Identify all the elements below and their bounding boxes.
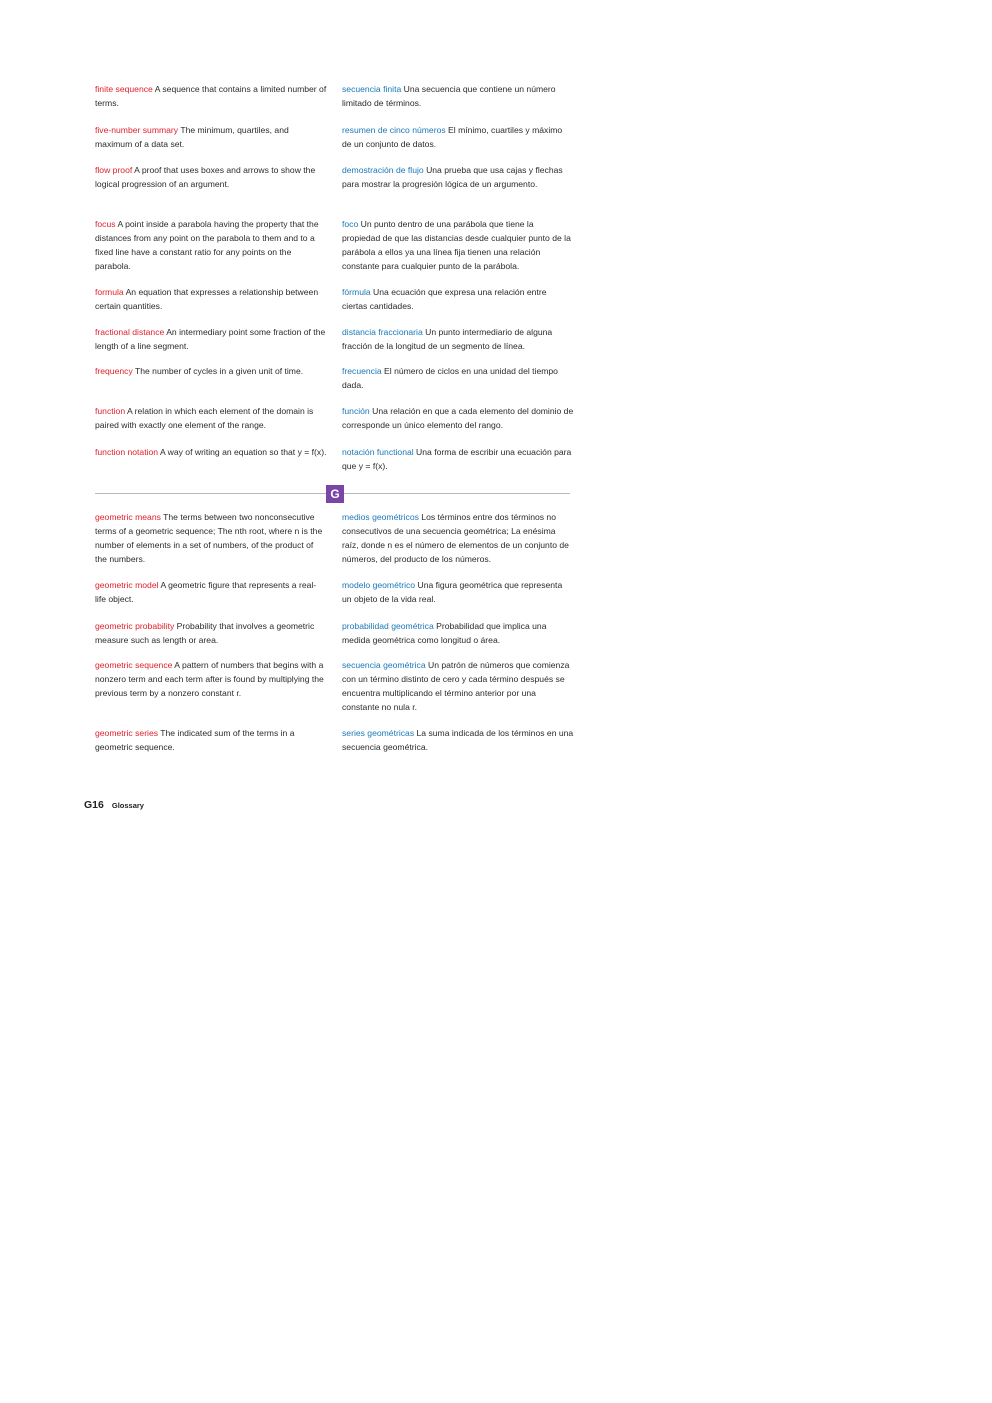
definition-es: El mínimo, cuartiles y máximo de un conjunto de datos.	[342, 125, 563, 149]
definition-en: A geometric figure that represents a real-life object.	[95, 580, 317, 604]
page-number: G16	[84, 799, 104, 811]
definition-en: A point inside a parabola having the property that the distances from any point on the parabola to them and to a fixed line have a constant ratio for any points on the parabola.	[95, 219, 319, 271]
definition-es: Un punto intermediario de alguna fracción de la longitud de un segmento de línea.	[342, 327, 553, 351]
glossary-entry-en	[95, 325, 327, 353]
glossary-entry-es	[342, 445, 574, 473]
term-es: función	[342, 406, 370, 416]
glossary-entry-es	[342, 658, 574, 714]
glossary-entry-en	[95, 658, 327, 700]
glossary-entry-es	[342, 364, 574, 392]
page-footer	[84, 795, 144, 813]
definition-es: La suma indicada de los términos en una secuencia geométrica.	[342, 728, 574, 752]
glossary-entry-en	[95, 123, 327, 151]
term-es: secuencia finita	[342, 84, 402, 94]
term-en: flow proof	[95, 165, 133, 175]
definition-en: An intermediary point some fraction of the length of a line segment.	[95, 327, 326, 351]
term-es: distancia fraccionaria	[342, 327, 423, 337]
term-en: five-number summary	[95, 125, 179, 135]
definition-en: Probability that involves a geometric measure such as length or area.	[95, 621, 315, 645]
definition-es: Los términos entre dos términos no consecutivos de una secuencia geométrica; La enésima raíz, donde n es el número de elementos de un conjunto de números, del producto de los números.	[342, 512, 569, 564]
term-en: function notation	[95, 447, 159, 457]
glossary-entry-es	[342, 726, 574, 754]
term-en: function	[95, 406, 126, 416]
term-es: notación functional	[342, 447, 414, 457]
glossary-entry-en	[95, 404, 327, 432]
section-letter-badge: G	[326, 485, 344, 503]
term-en: geometric sequence	[95, 660, 173, 670]
glossary-entry-es	[342, 163, 574, 191]
glossary-entry-es	[342, 578, 574, 606]
glossary-entry-es	[342, 285, 574, 313]
term-en: frequency	[95, 366, 133, 376]
term-es: demostración de flujo	[342, 165, 424, 175]
glossary-entry-en	[95, 445, 327, 459]
definition-es: Un punto dentro de una parábola que tiene la propiedad de que las distancias desde cualquier punto de la parábola a ellos ya una línea fija tienen una relación constante para cualquier punto de la parábola.	[342, 219, 571, 271]
definition-en: An equation that expresses a relationship between certain quantities.	[95, 287, 319, 311]
definition-es: Un patrón de números que comienza con un término distinto de cero y cada término después se encuentra multiplicando el término anterior por una constante no nula r.	[342, 660, 570, 712]
glossary-entry-en	[95, 82, 327, 110]
glossary-entry-en	[95, 285, 327, 313]
term-es: fórmula	[342, 287, 371, 297]
term-es: medios geométricos	[342, 512, 419, 522]
section-title: Glossary	[111, 801, 144, 810]
glossary-entry-es	[342, 123, 574, 151]
term-es: modelo geométrico	[342, 580, 416, 590]
term-es: foco	[342, 219, 359, 229]
definition-en: A pattern of numbers that begins with a nonzero term and each term after is found by multiplying the previous term by a nonzero constant r.	[95, 660, 324, 698]
term-en: geometric series	[95, 728, 159, 738]
definition-es: Una secuencia que contiene un número limitado de términos.	[342, 84, 556, 108]
definition-es: Una ecuación que expresa una relación entre ciertas cantidades.	[342, 287, 547, 311]
term-en: geometric means	[95, 512, 161, 522]
definition-en: The indicated sum of the terms in a geometric sequence.	[95, 728, 295, 752]
definition-en: The minimum, quartiles, and maximum of a data set.	[95, 125, 289, 149]
definition-en: A proof that uses boxes and arrows to show the logical progression of an argument.	[95, 165, 316, 189]
definition-en: A way of writing an equation so that y = f(x).	[158, 447, 327, 457]
term-en: geometric model	[95, 580, 159, 590]
definition-es: El número de ciclos en una unidad del tiempo dada.	[342, 366, 558, 390]
definition-es: Una figura geométrica que representa un objeto de la vida real.	[342, 580, 563, 604]
definition-es: Una relación en que a cada elemento del dominio de corresponde un único elemento del rango.	[342, 406, 574, 430]
glossary-entry-es	[342, 325, 574, 353]
glossary-entry-en	[95, 619, 327, 647]
term-es: secuencia geométrica	[342, 660, 426, 670]
term-es: probabilidad geométrica	[342, 621, 434, 631]
definition-en: The number of cycles in a given unit of time.	[132, 366, 304, 376]
definition-es: Probabilidad que implica una medida geométrica como longitud o área.	[342, 621, 547, 645]
glossary-entry-en	[95, 510, 327, 566]
term-en: finite sequence	[95, 84, 153, 94]
term-en: formula	[95, 287, 124, 297]
glossary-entry-en	[95, 364, 327, 378]
glossary-entry-es	[342, 404, 574, 432]
term-en: focus	[95, 219, 116, 229]
term-en: geometric probability	[95, 621, 175, 631]
glossary-entry-es	[342, 510, 574, 566]
definition-es: Una prueba que usa cajas y flechas para mostrar la progresión lógica de un argumento.	[342, 165, 563, 189]
glossary-entry-es	[342, 619, 574, 647]
glossary-entry-en	[95, 217, 327, 273]
glossary-entry-en	[95, 726, 327, 754]
term-en: fractional distance	[95, 327, 165, 337]
term-es: resumen de cinco números	[342, 125, 446, 135]
term-es: frecuencia	[342, 366, 382, 376]
glossary-entry-en	[95, 578, 327, 606]
definition-en: The terms between two nonconsecutive terms of a geometric sequence; The nth root, where n is the number of elements in a set of numbers, of the product of the numbers.	[95, 512, 323, 564]
glossary-entry-es	[342, 82, 574, 110]
glossary-entry-es	[342, 217, 574, 273]
definition-en: A relation in which each element of the domain is paired with exactly one element of the range.	[95, 406, 314, 430]
definition-es: Una forma de escribir una ecuación para que y = f(x).	[342, 447, 572, 471]
term-es: series geométricas	[342, 728, 415, 738]
glossary-entry-en	[95, 163, 327, 191]
definition-en: A sequence that contains a limited number of terms.	[95, 84, 327, 108]
